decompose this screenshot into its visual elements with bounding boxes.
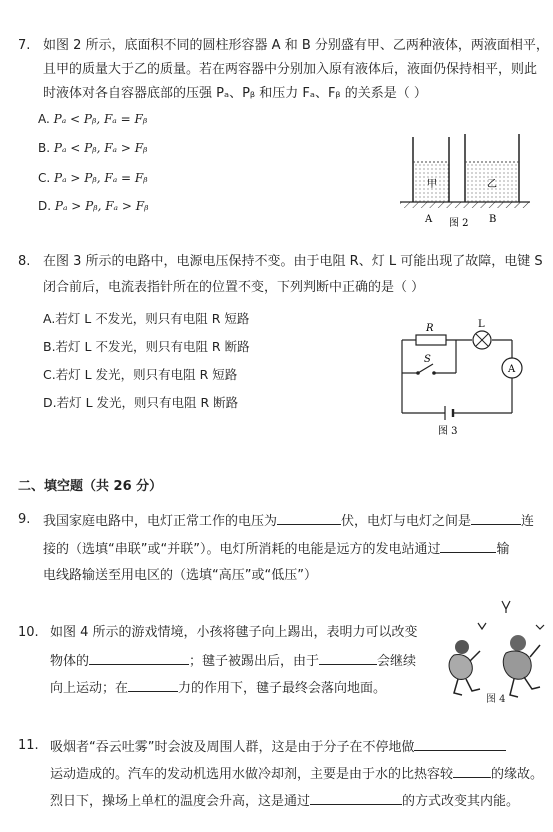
section-2-title: 二、填空题（共 26 分） [18, 479, 163, 494]
lamp-label: L [478, 319, 485, 330]
q7-number: 7. [18, 38, 31, 53]
q8-number: 8. [18, 254, 31, 269]
q11-blank-1[interactable] [414, 738, 506, 751]
q8-option-d: D.若灯 L 发光，则只有电阻 R 断路 [43, 395, 239, 410]
q7-option-a: A. Pₐ < Pᵦ, Fₐ = Fᵦ [38, 112, 148, 126]
q7-option-c: C. Pₐ > Pᵦ, Fₐ = Fᵦ [38, 171, 148, 185]
liquid-b-label: 乙 [487, 179, 497, 190]
q9-blank-3[interactable] [440, 540, 496, 553]
child-figure-right [503, 635, 540, 697]
figure-3-caption: 图 3 [438, 426, 458, 437]
container-b-label: B [489, 214, 497, 225]
shuttlecock-icon [478, 623, 486, 629]
shuttlecock-icon [502, 601, 510, 613]
q10-line-1: 如图 4 所示的游戏情境，小孩将毽子向上踢出，表明力可以改变 [50, 625, 418, 640]
q11-line-2: 运动造成的。汽车的发动机选用水做冷却剂，主要是由于水的比热容较 的缘故。 [50, 767, 544, 782]
q7-line-1: 如图 2 所示，底面积不同的圆柱形容器 A 和 B 分别盛有甲、乙两种液体，两液面相平， [43, 38, 549, 53]
child-figure-left [449, 640, 480, 695]
q10-blank-3[interactable] [128, 679, 178, 692]
q10-line-2: 物体的 ；毽子被踢出后，由于 会继续 [50, 654, 417, 669]
switch-s [418, 364, 433, 373]
figure-3-circuit [390, 318, 538, 438]
q10-number: 10. [18, 625, 39, 640]
resistor-label: R [426, 323, 434, 334]
q8-option-c: C.若灯 L 发光，则只有电阻 R 短路 [43, 367, 238, 382]
container-a-label: A [425, 214, 433, 225]
q7-line-2: 且甲的质量大于乙的质量。若在两容器中分别加入原有液体后，液面仍保持相平，则此 [43, 62, 538, 77]
q8-line-2: 闭合前后，电流表指针所在的位置不变，下列判断中正确的是（ ） [43, 280, 425, 295]
q11-line-3: 烈日下，操场上单杠的温度会升高，这是通过 的方式改变其内能。 [50, 794, 520, 809]
q8-option-a: A.若灯 L 不发光，则只有电阻 R 短路 [43, 311, 250, 326]
ground-hatch [400, 202, 530, 208]
q7-option-b: B. Pₐ < Pᵦ, Fₐ > Fᵦ [38, 141, 148, 155]
q9-blank-1[interactable] [277, 512, 341, 525]
resistor-r [416, 335, 446, 345]
shuttlecock-icon [536, 625, 544, 629]
q11-blank-3[interactable] [310, 792, 402, 805]
liquid-a-label: 甲 [427, 179, 437, 190]
q9-blank-2[interactable] [471, 512, 521, 525]
figure-2-caption: 图 2 [449, 218, 469, 229]
q10-blank-2[interactable] [319, 652, 377, 665]
q9-number: 9. [18, 512, 31, 527]
q11-number: 11. [18, 738, 39, 753]
q8-option-b: B.若灯 L 不发光，则只有电阻 R 断路 [43, 339, 250, 354]
q9-line-1: 我国家庭电路中，电灯正常工作的电压为 伏，电灯与电灯之间是 连 [43, 514, 535, 529]
ammeter-label: A [508, 364, 516, 375]
q10-line-3: 向上运动；在 力的作用下，毽子最终会落向地面。 [50, 681, 387, 696]
q11-line-1: 吸烟者“吞云吐雾”时会波及周围人群，这是由于分子在不停地做 [50, 738, 506, 756]
switch-label: S [424, 354, 431, 365]
q11-blank-2[interactable] [453, 765, 491, 778]
q7-line-3: 时液体对各自容器底部的压强 Pₐ、Pᵦ 和压力 Fₐ、Fᵦ 的关系是（ ） [43, 86, 427, 101]
q8-line-1: 在图 3 所示的电路中，电源电压保持不变。由于电阻 R、灯 L 可能出现了故障，电键 S [43, 254, 543, 269]
figure-4-caption: 图 4 [486, 694, 506, 705]
q9-line-3: 电线路输送至用电区的（选填“高压”或“低压”） [43, 568, 317, 583]
q10-blank-1[interactable] [89, 652, 189, 665]
figure-2-containers [395, 132, 535, 232]
q7-option-d: D. Pₐ > Pᵦ, Fₐ > Fᵦ [38, 199, 149, 213]
q9-line-2: 接的（选填“串联”或“并联”）。电灯所消耗的电能是远方的发电站通过 输 [43, 542, 510, 557]
